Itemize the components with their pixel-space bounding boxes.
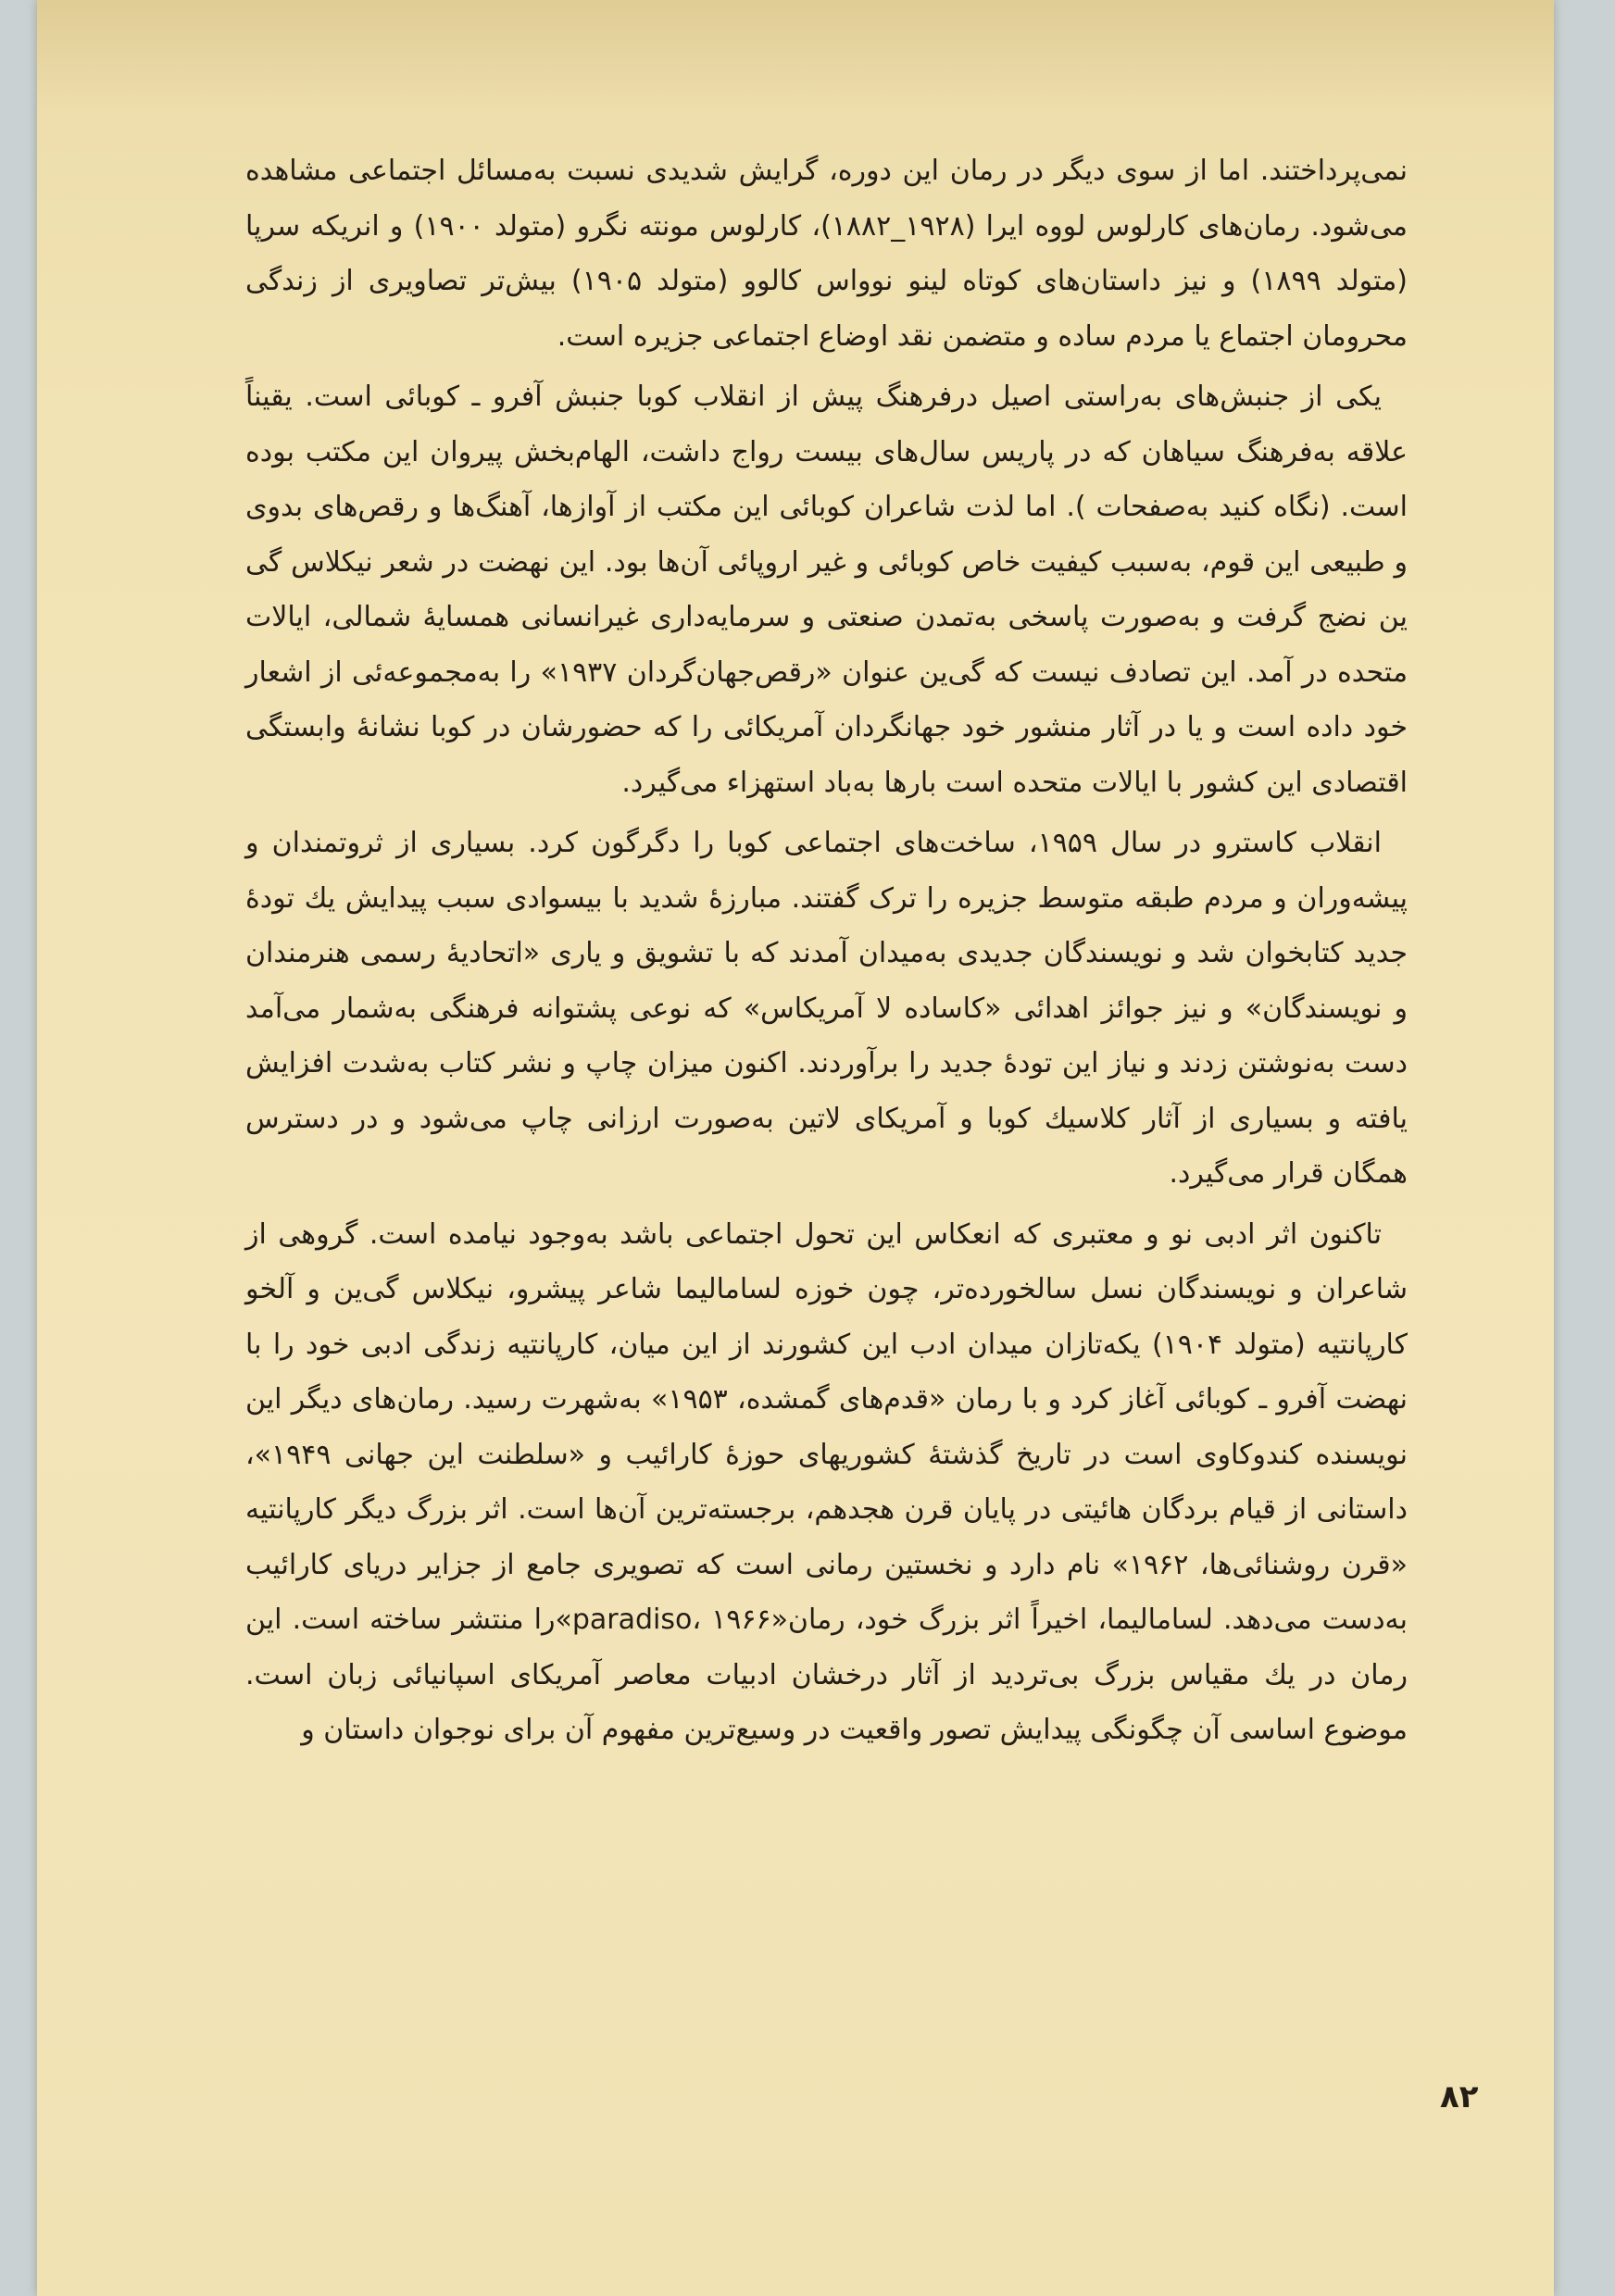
page-text <box>245 144 1408 1758</box>
paragraph-3: انقلاب کاسترو در سال ۱۹۵۹، ساخت‌های اجتماعی کوبا را دگرگون کرد. بسیاری از ثروتمندان و پیشه‌وران و مردم طبقه متوسط جزیره را ترک گفتند. مبارزهٔ شدید با بیسوادی سبب پیدایش یك تودهٔ جدید کتابخوان شد و نویسندگان جدیدی به‌میدان آمدند که با تشویق و یاری «اتحادیهٔ رسمی هنرمندان و نویسندگان» و نیز جوائز اهدائی «کاساده لا آمریکاس» که نوعی پشتوانه فرهنگی به‌شمار می‌آمد دست به‌نوشتن زدند و نیاز این تودهٔ جدید را برآوردند. اکنون میزان چاپ و نشر کتاب به‌شدت افزایش یافته و بسیاری از آثار کلاسیك کوبا و آمریکای لاتین به‌صورت ارزانی چاپ می‌شود و در دسترس همگان قرار می‌گیرد. <box>245 827 1408 1190</box>
book-page <box>37 0 1554 2296</box>
page-number: ۸۲ <box>1440 2078 1479 2115</box>
paragraph-4: تاکنون اثر ادبی نو و معتبری که انعکاس این تحول اجتماعی باشد به‌وجود نیامده است. گروهی از شاعران و نویسندگان نسل سالخورده‌تر، چون خوزه لساماليما شاعر پیشرو، نیکلاس گی‌ین و آلخو کارپانتیه (متولد ۱۹۰۴) یکه‌تازان میدان ادب این کشورند از این میان، کارپانتیه زندگی ادبی خود را با نهضت آفرو ـ کوبائی آغاز کرد و با رمان «قدم‌های گمشده، ۱۹۵۳» به‌شهرت رسید. رمان‌های دیگر این نویسنده کندوکاوی است در تاریخ گذشتهٔ کشوریهای حوزهٔ کارائیب و «سلطنت این جهانی ۱۹۴۹»، داستانی از قیام بردگان هائیتی در پایان قرن هجدهم، برجسته‌ترین آن‌ها است. اثر بزرگ دیگر کارپانتیه «قرن روشنائی‌ها، ۱۹۶۲» نام دارد و نخستین رمانی است که تصویری جامع از جزایر دریای کارائیب به‌دست می‌دهد. لساماليما، اخیراً اثر بزرگ خود، رمان«paradiso، ۱۹۶۶»را منتشر ساخته است. این رمان در یك مقیاس بزرگ بی‌تردید از آثار درخشان ادبیات معاصر آمریکای اسپانیائی زبان است. موضوع اساسی آن چگونگی پیدایش تصور واقعیت در وسیع‌ترین مفهوم آن برای نوجوان داستان و <box>245 1217 1408 1746</box>
paragraph-1: نمی‌پرداختند. اما از سوی دیگر در رمان این دوره، گرایش شدیدی نسبت به‌مسائل اجتماعی مشاهده می‌شود. رمان‌های کارلوس لووه ایرا (۱۹۲۸_۱۸۸۲)، کارلوس مونته نگرو (متولد ۱۹۰۰) و انریکه سرپا (متولد ۱۸۹۹) و نیز داستان‌های کوتاه لینو نوواس کالوو (متولد ۱۹۰۵) بیش‌تر تصاویری از زندگی محرومان اجتماع یا مردم ساده و متضمن نقد اوضاع اجتماعی جزیره است. <box>245 155 1408 353</box>
paragraph-2: یکی از جنبش‌های به‌راستی اصیل درفرهنگ پیش از انقلاب کوبا جنبش آفرو ـ کوبائی است. یقیناً علاقه به‌فرهنگ سیاهان که در پاریس سال‌های بیست رواج داشت، الهام‌بخش پیروان این مکتب بوده است. (نگاه کنید به‌صفحات ). اما لذت شاعران کوبائی این مکتب از آوازها، آهنگ‌ها و رقص‌های بدوی و طبیعی این قوم، به‌سبب کیفیت خاص کوبائی و غیر اروپائی آن‌ها بود. این نهضت در شعر نیکلاس گی ین نضج گرفت و به‌صورت پاسخی به‌تمدن صنعتی و سرمایه‌داری غیرانسانی همسایهٔ شمالی، ایالات متحده در آمد. این تصادف نیست که گی‌ین عنوان «رقص‌جهان‌گردان ۱۹۳۷» را به‌مجموعه‌ئی از اشعار خود داده است و یا در آثار منشور خود جهانگردان آمریکائی را که حضورشان در کوبا نشانهٔ وابستگی اقتصادی این کشور با ایالات متحده است بارها به‌باد استهزاء می‌گیرد. <box>245 381 1408 799</box>
